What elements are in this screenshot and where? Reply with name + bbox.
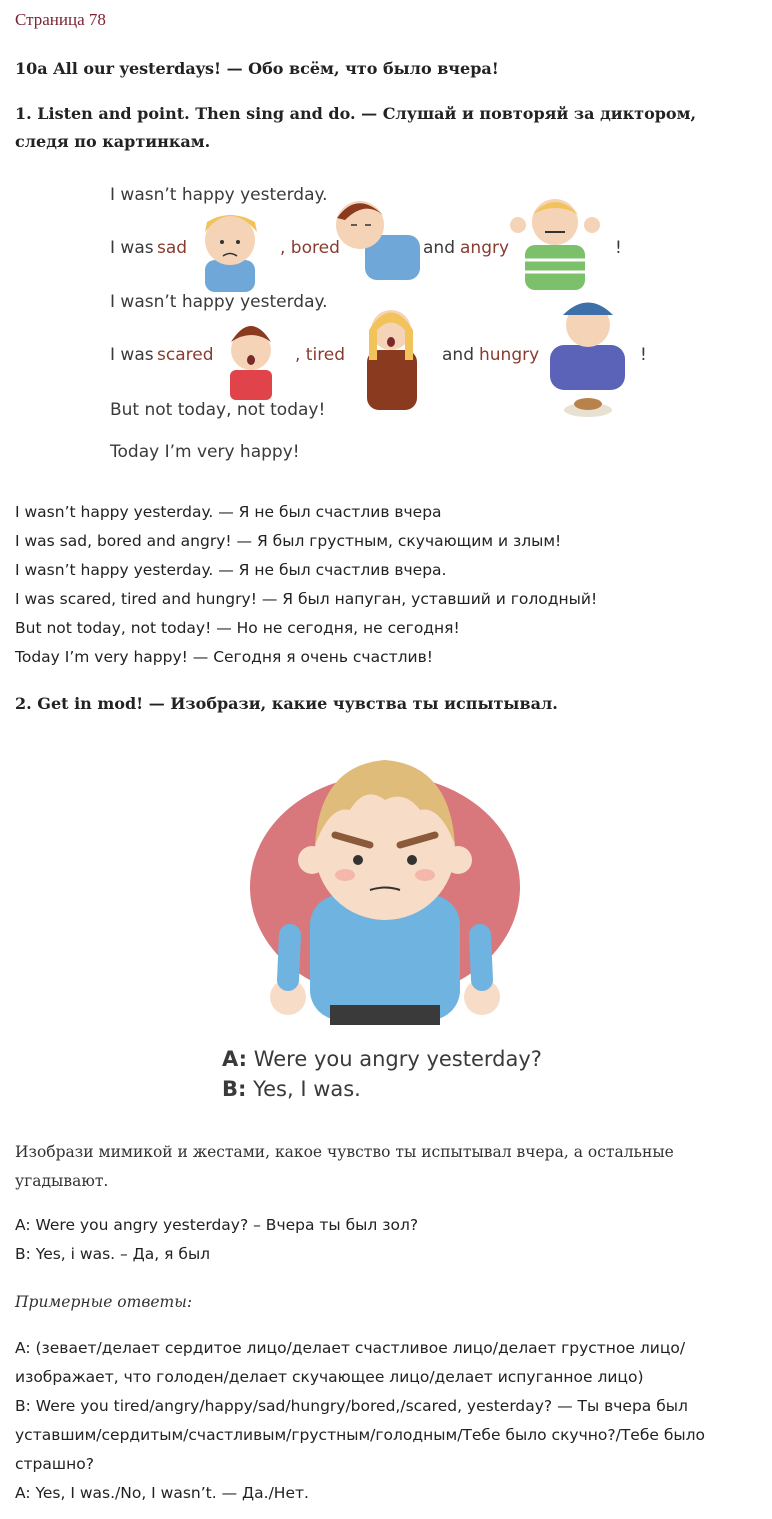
song-word-scared: scared: [157, 345, 214, 365]
song-word-and-1: and: [423, 238, 455, 258]
song-excl-1: !: [615, 238, 622, 258]
hungry-boy-picture: [550, 303, 625, 418]
song-line-1: I wasn’t happy yesterday.: [110, 185, 328, 205]
scared-boy-picture: [230, 326, 272, 400]
song-word-and-2: and: [442, 345, 474, 365]
tired-girl-picture: [367, 310, 417, 410]
dialog-line-b: B: Yes, i was. – Да, я был: [15, 1245, 211, 1263]
dialog-b-label: B:: [222, 1077, 247, 1101]
page-label: Страница 78: [15, 10, 106, 29]
bored-boy-picture: [336, 201, 420, 280]
answer-line: уставшим/сердитым/счастливым/грустным/голодным/Тебе было скучно?/Тебе было: [15, 1426, 706, 1444]
song-word-tired: , tired: [295, 345, 346, 365]
translation-line: Today I’m very happy! — Сегодня я очень счастлив!: [15, 648, 433, 666]
song-line-3: I wasn’t happy yesterday.: [110, 292, 328, 312]
translation-line: I was sad, bored and angry! — Я был грустным, скучающим и злым!: [15, 532, 562, 550]
translation-line: But not today, not today! — Но не сегодня, не сегодня!: [15, 619, 460, 637]
song-line-5: But not today, not today!: [110, 400, 326, 420]
sample-answers-label: Примерные ответы:: [15, 1293, 193, 1311]
sad-boy-picture: [205, 215, 257, 292]
task2-instruction: Изобрази мимикой и жестами, какое чувство ты испытывал вчера, а остальные угадывают.: [15, 1143, 674, 1190]
song-word-sad: sad: [157, 238, 188, 258]
song-line-4-prefix: I was: [110, 345, 154, 365]
answer-line: страшно?: [15, 1455, 94, 1473]
svg-text:A: Were you angry yesterday?: [222, 1047, 542, 1071]
song-illustration: [95, 170, 665, 470]
dialog-a-label: A:: [222, 1047, 248, 1071]
answer-line: изображает, что голоден/делает скучающее лицо/делает испуганное лицо): [15, 1368, 644, 1386]
answer-line: A: Yes, I was./No, I wasn’t. — Да./Нет.: [15, 1484, 309, 1502]
unit-heading: 10a All our yesterdays! — Обо всём, что было вчера!: [15, 59, 499, 78]
translation-line: I wasn’t happy yesterday. — Я не был счастлив вчера: [15, 503, 442, 521]
angry-boy-illustration: [220, 735, 550, 1110]
task2-heading: 2. Get in mod! — Изобрази, какие чувства ты испытывал.: [15, 694, 558, 713]
song-line-2-prefix: I was: [110, 238, 154, 258]
svg-text:B: Yes, I was.: [222, 1077, 361, 1101]
song-line-6: Today I’m very happy!: [110, 442, 300, 462]
song-word-bored: , bored: [280, 238, 340, 258]
translation-line: I wasn’t happy yesterday. — Я не был счастлив вчера.: [15, 561, 447, 579]
song-word-angry: angry: [460, 238, 510, 258]
dialog-line-a: A: Were you angry yesterday? – Вчера ты был зол?: [15, 1216, 419, 1234]
task1-heading: 1. Listen and point. Then sing and do. — Слушай и повторяй за диктором, следя по картинкам.: [15, 104, 697, 151]
song-word-hungry: hungry: [479, 345, 540, 365]
translation-line: I was scared, tired and hungry! — Я был напуган, уставший и голодный!: [15, 590, 598, 608]
dialog-b-text: Yes, I was.: [246, 1077, 361, 1101]
dialog-a-text: Were you angry yesterday?: [247, 1047, 542, 1071]
song-excl-2: !: [640, 345, 647, 365]
answer-line: B: Were you tired/angry/happy/sad/hungry/bored,/scared, yesterday? — Ты вчера был: [15, 1397, 688, 1415]
answer-line: A: (зевает/делает сердитое лицо/делает счастливое лицо/делает грустное лицо/: [15, 1339, 686, 1357]
angry-boy-picture: [510, 199, 600, 290]
